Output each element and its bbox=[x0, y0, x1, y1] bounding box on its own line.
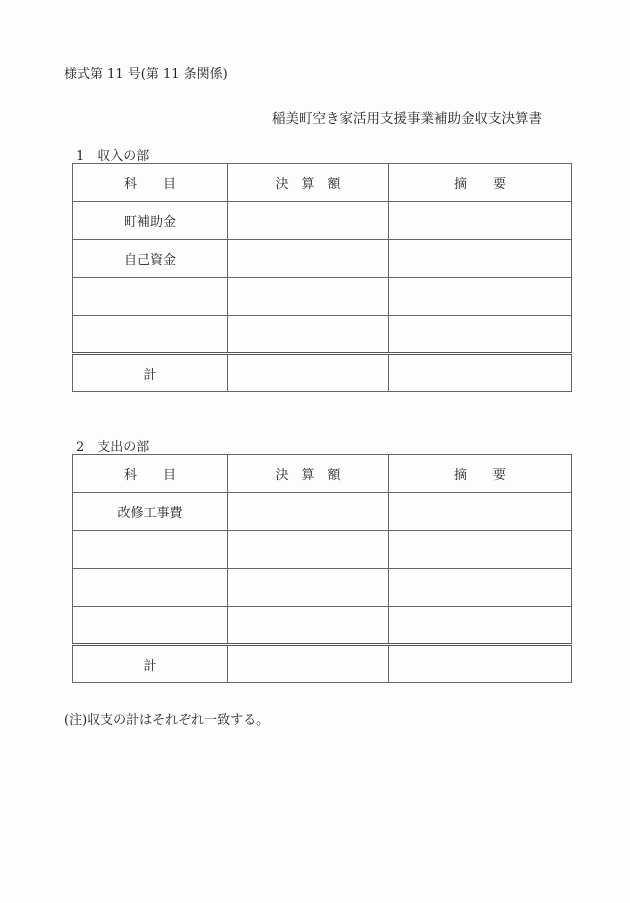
item-cell[interactable] bbox=[73, 569, 228, 607]
total-row bbox=[73, 354, 572, 392]
table-row bbox=[73, 493, 572, 531]
item-cell[interactable] bbox=[73, 531, 228, 569]
table-row bbox=[73, 531, 572, 569]
column-header-amount: 決 算 額 bbox=[228, 164, 389, 202]
amount-cell[interactable] bbox=[228, 316, 389, 354]
table-header-row bbox=[73, 455, 572, 493]
item-cell: 自己資金 bbox=[73, 240, 228, 278]
remarks-cell[interactable] bbox=[389, 493, 572, 531]
table-row bbox=[73, 278, 572, 316]
table-row bbox=[73, 569, 572, 607]
remarks-cell[interactable] bbox=[389, 316, 572, 354]
total-row bbox=[73, 645, 572, 683]
document-title: 稲美町空き家活用支援事業補助金収支決算書 bbox=[272, 111, 542, 127]
remarks-cell[interactable] bbox=[389, 202, 572, 240]
income-section-heading: 1 収入の部 bbox=[76, 149, 150, 164]
table-row bbox=[73, 607, 572, 645]
amount-cell[interactable] bbox=[228, 569, 389, 607]
total-amount-cell[interactable] bbox=[228, 645, 389, 683]
item-cell[interactable] bbox=[73, 316, 228, 354]
total-amount-cell[interactable] bbox=[228, 354, 389, 392]
column-header-remarks: 摘 要 bbox=[389, 455, 572, 493]
remarks-cell[interactable] bbox=[389, 531, 572, 569]
column-header-remarks: 摘 要 bbox=[389, 164, 572, 202]
amount-cell[interactable] bbox=[228, 531, 389, 569]
total-label: 計 bbox=[73, 354, 228, 392]
column-header-amount: 決 算 額 bbox=[228, 455, 389, 493]
amount-cell[interactable] bbox=[228, 493, 389, 531]
item-cell: 改修工事費 bbox=[73, 493, 228, 531]
table-row bbox=[73, 240, 572, 278]
remarks-cell[interactable] bbox=[389, 278, 572, 316]
expense-table bbox=[72, 454, 572, 683]
form-number: 様式第 11 号(第 11 条関係) bbox=[64, 67, 228, 82]
amount-cell[interactable] bbox=[228, 240, 389, 278]
item-cell[interactable] bbox=[73, 607, 228, 645]
income-table bbox=[72, 163, 572, 392]
remarks-cell[interactable] bbox=[389, 240, 572, 278]
remarks-cell[interactable] bbox=[389, 569, 572, 607]
column-header-item: 科 目 bbox=[73, 164, 228, 202]
item-cell: 町補助金 bbox=[73, 202, 228, 240]
note-text: (注)収支の計はそれぞれ一致する。 bbox=[64, 713, 270, 728]
table-header-row bbox=[73, 164, 572, 202]
column-header-item: 科 目 bbox=[73, 455, 228, 493]
table-row bbox=[73, 316, 572, 354]
remarks-cell[interactable] bbox=[389, 607, 572, 645]
amount-cell[interactable] bbox=[228, 607, 389, 645]
item-cell[interactable] bbox=[73, 278, 228, 316]
amount-cell[interactable] bbox=[228, 202, 389, 240]
expense-section-heading: 2 支出の部 bbox=[76, 440, 150, 455]
total-label: 計 bbox=[73, 645, 228, 683]
total-remarks-cell[interactable] bbox=[389, 354, 572, 392]
table-row bbox=[73, 202, 572, 240]
total-remarks-cell[interactable] bbox=[389, 645, 572, 683]
amount-cell[interactable] bbox=[228, 278, 389, 316]
